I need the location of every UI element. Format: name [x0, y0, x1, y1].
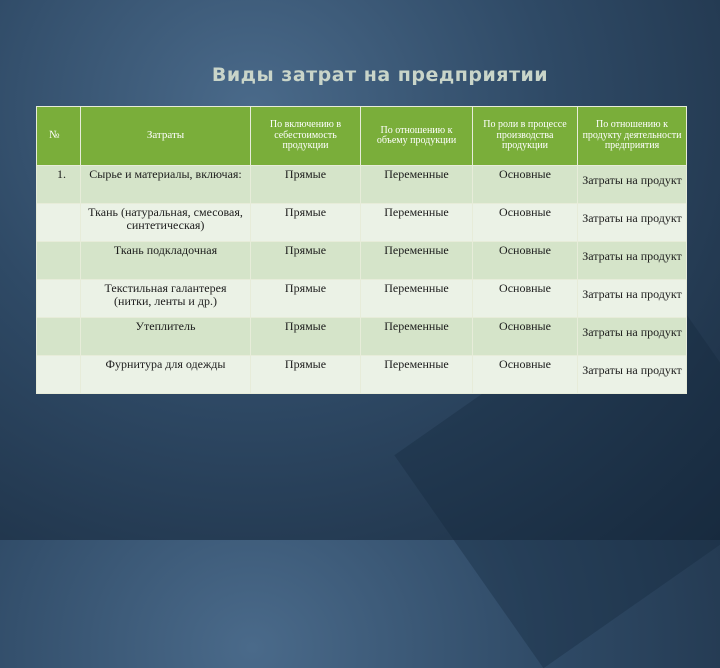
- cell-num: [37, 356, 81, 394]
- header-role: По роли в процессе производства продукции: [473, 107, 578, 166]
- cell-cost: Утеплитель: [81, 318, 251, 356]
- cell-volume: Переменные: [361, 318, 473, 356]
- cell-volume: Переменные: [361, 242, 473, 280]
- table-row: [37, 204, 687, 242]
- cell-cost: Ткань (натуральная, смесовая, синтетическая): [81, 204, 251, 242]
- table-row: [37, 166, 687, 204]
- cell-role: Основные: [473, 356, 578, 394]
- table-row: [37, 280, 687, 318]
- cell-inclusion: Прямые: [251, 166, 361, 204]
- cell-volume: Переменные: [361, 280, 473, 318]
- slide-title: Виды затрат на предприятии: [211, 64, 549, 86]
- table-row: [37, 242, 687, 280]
- cell-inclusion: Прямые: [251, 318, 361, 356]
- cell-role: Основные: [473, 318, 578, 356]
- header-inclusion: По включению в себестоимость продукции: [251, 107, 361, 166]
- cell-volume: Переменные: [361, 204, 473, 242]
- cell-inclusion: Прямые: [251, 204, 361, 242]
- cell-cost: Сырье и материалы, включая:: [81, 166, 251, 204]
- header-activity: По отношению к продукту деятельности предприятия: [578, 107, 687, 166]
- cell-num: [37, 242, 81, 280]
- cell-volume: Переменные: [361, 356, 473, 394]
- cell-role: Основные: [473, 280, 578, 318]
- table-header-row: [37, 107, 687, 166]
- cell-cost: Фурнитура для одежды: [81, 356, 251, 394]
- cell-inclusion: Прямые: [251, 280, 361, 318]
- cell-activity: Затраты на продукт: [578, 318, 687, 356]
- cell-activity: Затраты на продукт: [578, 166, 687, 204]
- cell-activity: Затраты на продукт: [578, 280, 687, 318]
- cell-num: [37, 318, 81, 356]
- cell-activity: Затраты на продукт: [578, 356, 687, 394]
- cell-role: Основные: [473, 166, 578, 204]
- cell-cost: Ткань подкладочная: [81, 242, 251, 280]
- cell-inclusion: Прямые: [251, 356, 361, 394]
- cell-num: [37, 280, 81, 318]
- header-volume: По отношению к объему продукции: [361, 107, 473, 166]
- cell-num: [37, 204, 81, 242]
- cell-activity: Затраты на продукт: [578, 204, 687, 242]
- table-row: [37, 318, 687, 356]
- cell-cost: Текстильная галантерея (нитки, ленты и др.): [81, 280, 251, 318]
- cell-activity: Затраты на продукт: [578, 242, 687, 280]
- cell-num: 1.: [37, 166, 81, 204]
- cell-inclusion: Прямые: [251, 242, 361, 280]
- cell-role: Основные: [473, 204, 578, 242]
- header-cost: Затраты: [81, 107, 251, 166]
- header-num: №: [37, 107, 81, 166]
- costs-table: [36, 106, 687, 394]
- cell-role: Основные: [473, 242, 578, 280]
- cell-volume: Переменные: [361, 166, 473, 204]
- table-row: [37, 356, 687, 394]
